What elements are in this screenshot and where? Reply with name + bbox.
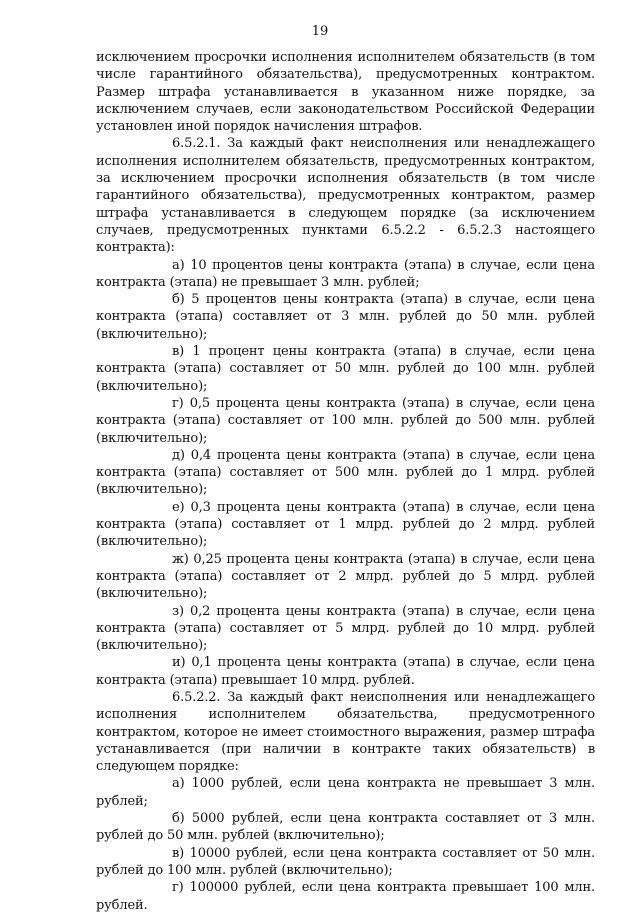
list-item-a: а) 10 процентов цены контракта (этапа) в случае, если цена контракта (этапа) не превышает 3 млн. рублей; bbox=[96, 257, 595, 290]
list2-item-b: б) 5000 рублей, если цена контракта составляет от 3 млн. рублей до 50 млн. рублей (включительно); bbox=[96, 811, 595, 844]
list-item-g: г) 0,5 процента цены контракта (этапа) в случае, если цена контракта (этапа) составляет от 100 млн. рублей до 500 млн. рублей (включительно); bbox=[96, 395, 595, 446]
list-item-d: д) 0,4 процента цены контракта (этапа) в случае, если цена контракта (этапа) составляет от 500 млн. рублей до 1 млрд. рублей (включительно); bbox=[96, 447, 595, 498]
list-item-b: б) 5 процентов цены контракта (этапа) в случае, если цена контракта (этапа) составляет от 3 млн. рублей до 50 млн. рублей (включительно); bbox=[96, 292, 595, 342]
clause-6-5-2-1: 6.5.2.1. За каждый факт неисполнения или ненадлежащего исполнения исполнителем обязательств, предусмотренных контрактом, за исключением просрочки исполнения обязательств (в том числе гарантийного обязательства), предусмотренных контрактом, размер штрафа устанавливается в следующем порядке (за исключением случаев, предусмотренных пунктами 6.5.2.2 - 6.5.2.3 настоящего контракта): bbox=[96, 136, 595, 256]
list-item-i: и) 0,1 процента цены контракта (этапа) в случае, если цена контракта (этапа) превышает 10 млрд. рублей. bbox=[96, 655, 595, 688]
clause-6-5-2-2: 6.5.2.2. За каждый факт неисполнения или ненадлежащего исполнения исполнителем обязательства, предусмотренного контрактом, которое не имеет стоимостного выражения, размер штрафа устанавливается (при наличии в контракте таких обязательств) в следующем порядке: bbox=[96, 689, 595, 775]
paragraph-intro: исключением просрочки исполнения исполнителем обязательств (в том числе гарантийного обязательства), предусмотренных контрактом. Размер штрафа устанавливается в указанном ниже порядке, за исключением случаев, если законодательством Российской Федерации установлен иной порядок начисления штрафов. bbox=[96, 50, 595, 135]
list2-item-v: в) 10000 рублей, если цена контракта составляет от 50 млн. рублей до 100 млн. рублей (включительно); bbox=[96, 845, 595, 878]
list-item-zh: ж) 0,25 процента цены контракта (этапа) в случае, если цена контракта (этапа) составляет от 2 млрд. рублей до 5 млрд. рублей (включительно); bbox=[96, 551, 595, 602]
page-number: 19 bbox=[311, 24, 329, 39]
list-item-e: е) 0,3 процента цены контракта (этапа) в случае, если цена контракта (этапа) составляет от 1 млрд. рублей до 2 млрд. рублей (включительно); bbox=[96, 499, 595, 550]
document-body bbox=[96, 49, 595, 914]
list-item-z: з) 0,2 процента цены контракта (этапа) в случае, если цена контракта (этапа) составляет от 5 млрд. рублей до 10 млрд. рублей (включительно); bbox=[96, 603, 595, 654]
list-item-v: в) 1 процент цены контракта (этапа) в случае, если цена контракта (этапа) составляет от 50 млн. рублей до 100 млн. рублей (включительно); bbox=[96, 344, 595, 394]
list2-item-a: а) 1000 рублей, если цена контракта не превышает 3 млн. рублей; bbox=[96, 776, 595, 809]
list2-item-g: г) 100000 рублей, если цена контракта превышает 100 млн. рублей. bbox=[96, 880, 595, 913]
